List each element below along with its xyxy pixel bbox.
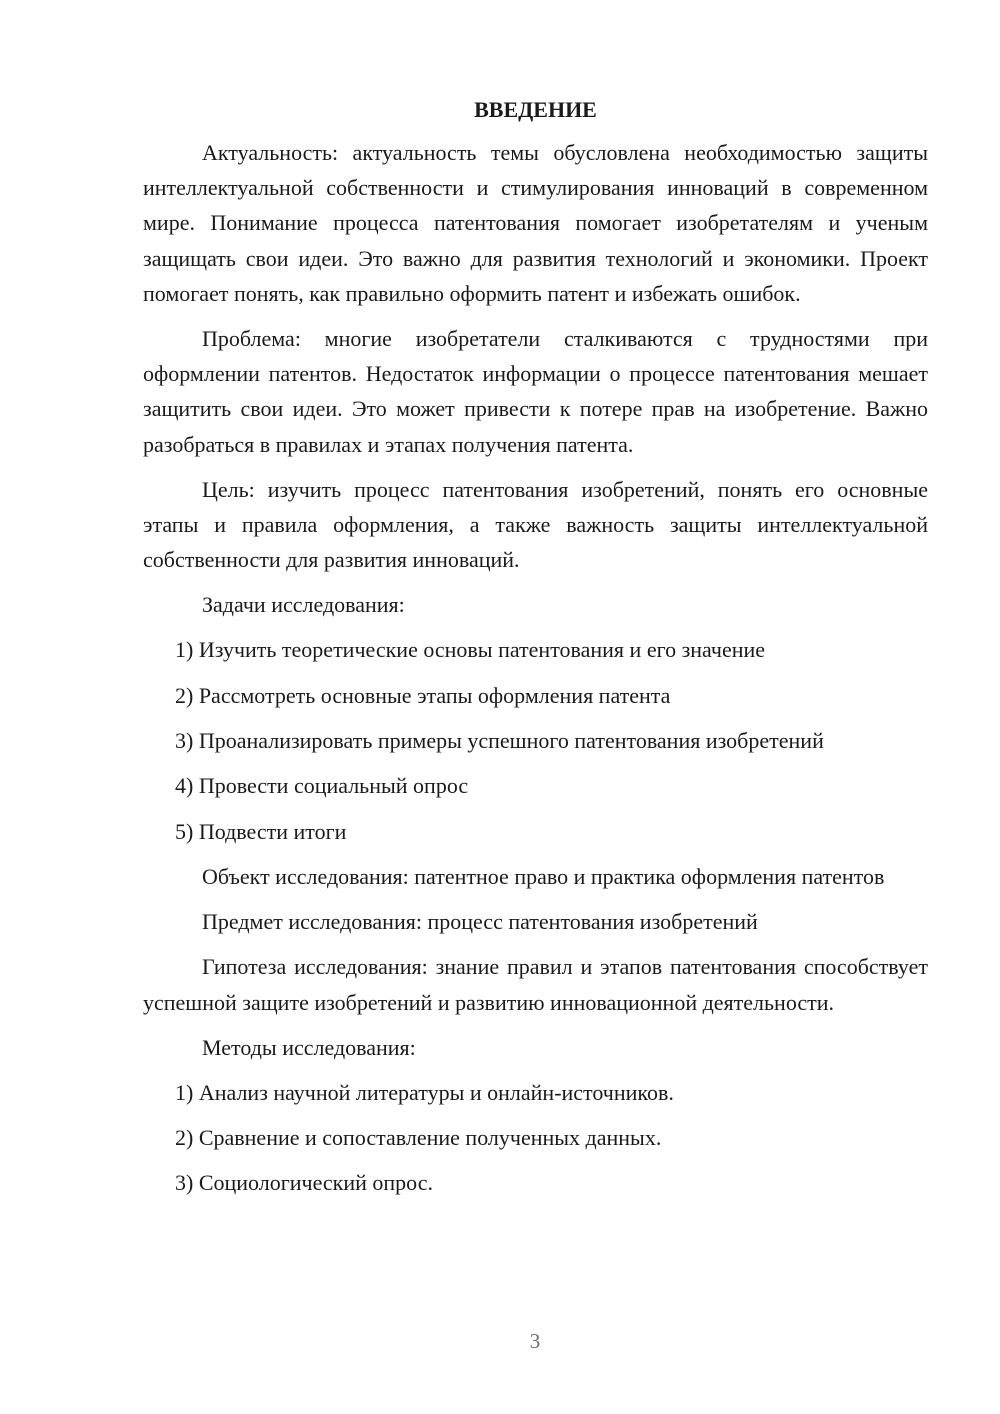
methods-list: [143, 1075, 928, 1201]
page-number: 3: [529, 1329, 541, 1353]
list-item: 3) Социологический опрос.: [175, 1170, 433, 1196]
tasks-list: [143, 632, 928, 848]
subject-paragraph: Предмет исследования: процесс патентования изобретений: [202, 909, 758, 935]
goal-paragraph: Цель: изучить процесс патентования изобретений, понять его основные этапы и правила оформления, а также важность защиты интеллектуальной собственности для развития инноваций.: [143, 476, 928, 573]
relevance-paragraph: Актуальность: актуальность темы обусловлена необходимостью защиты интеллектуальной собственности и стимулирования инноваций в современном мире. Понимание процесса патентования помогает изобретателям и ученым защищать свои идеи. Это важно для развития технологий и экономики. Проект помогает понять, как правильно оформить патент и избежать ошибок.: [143, 140, 928, 306]
object-paragraph: Объект исследования: патентное право и практика оформления патентов: [202, 863, 885, 889]
list-item: 2) Рассмотреть основные этапы оформления патента: [175, 682, 671, 708]
list-item: 3) Проанализировать примеры успешного патентования изобретений: [175, 728, 824, 754]
list-item: 5) Подвести итоги: [175, 818, 347, 844]
page-title: ВВЕДЕНИЕ: [474, 97, 597, 122]
list-item: 1) Изучить теоретические основы патентования и его значение: [175, 637, 766, 663]
list-item: 4) Провести социальный опрос: [175, 773, 469, 799]
list-item: 1) Анализ научной литературы и онлайн-источников.: [175, 1079, 674, 1105]
tasks-heading: Задачи исследования:: [202, 592, 405, 618]
methods-heading: Методы исследования:: [202, 1034, 416, 1060]
document-page: [143, 92, 928, 1211]
list-item: 2) Сравнение и сопоставление полученных данных.: [175, 1125, 662, 1151]
problem-paragraph: Проблема: многие изобретатели сталкиваются с трудностями при оформлении патентов. Недостаток информации о процессе патентования мешает защитить свои идеи. Это может привести к потере прав на изобретение. Важно разобраться в правилах и этапах получения патента.: [143, 326, 928, 457]
hypothesis-paragraph: Гипотеза исследования: знание правил и этапов патентования способствует успешной защите изобретений и развитию инновационной деятельности.: [143, 954, 928, 1015]
